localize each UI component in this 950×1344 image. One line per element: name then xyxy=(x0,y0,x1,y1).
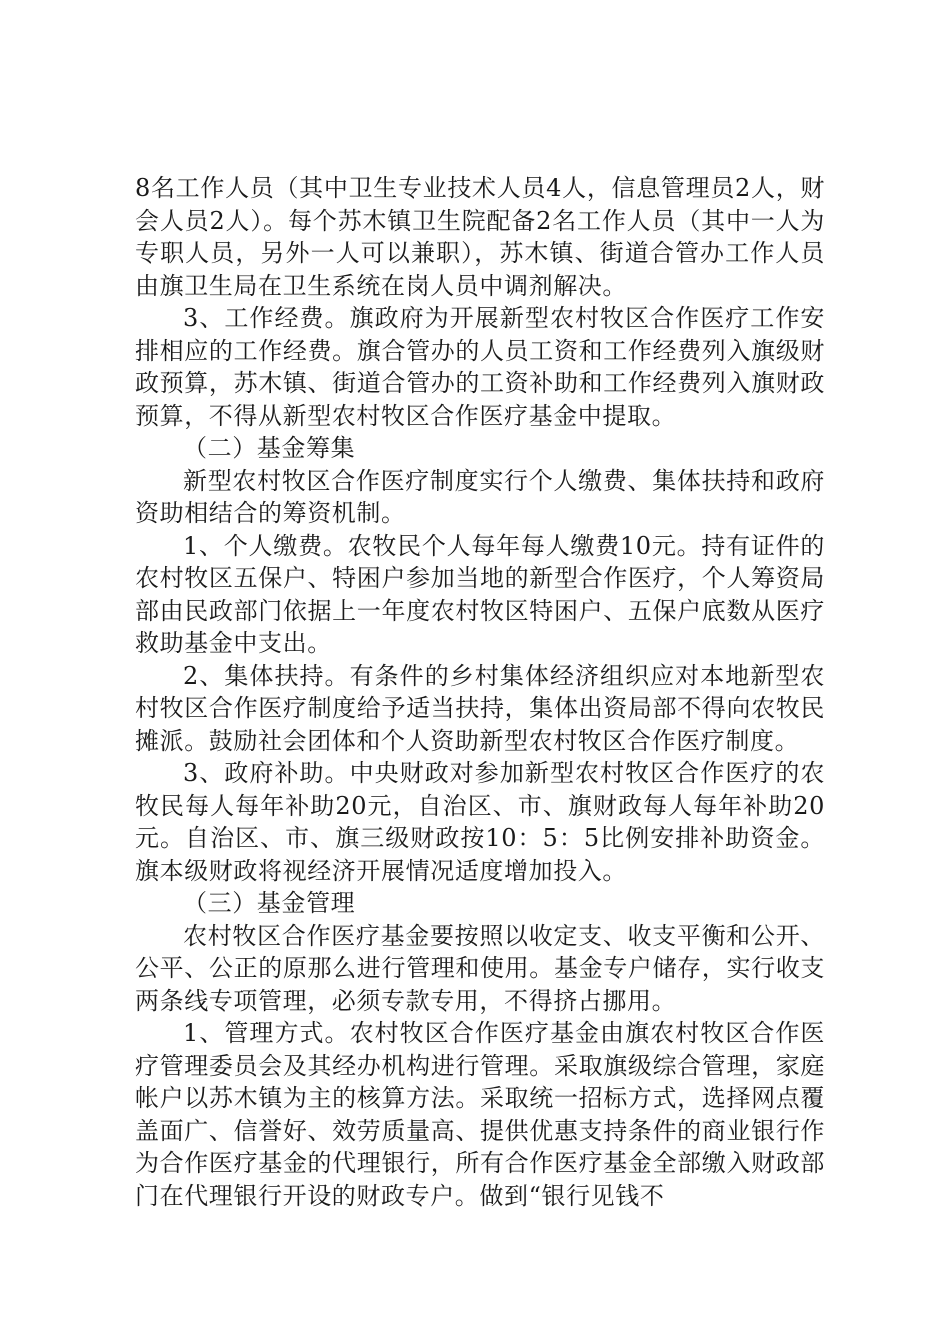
paragraph-collective-support: 2、集体扶持。有条件的乡村集体经济组织应对本地新型农村牧区合作医疗制度给予适当扶持，集体出资局部不得向农牧民摊派。鼓励社会团体和个人资助新型农村牧区合作医疗制度。 xyxy=(135,661,825,755)
paragraph-management-method: 1、管理方式。农村牧区合作医疗基金由旗农村牧区合作医疗管理委员会及其经办机构进行管理。采取旗级综合管理，家庭帐户以苏木镇为主的核算方法。采取统一招标方式，选择网点覆盖面广、信誉好、效劳质量高、提供优惠支持条件的商业银行作为合作医疗基金的代理银行，所有合作医疗基金全部缴入财政部门在代理银行开设的财政专户。做到“银行见钱不 xyxy=(135,1019,825,1210)
section-heading-fund-raising: （二）基金筹集 xyxy=(183,434,356,462)
paragraph-government-subsidy: 3、政府补助。中央财政对参加新型农村牧区合作医疗的农牧民每人每年补助20元，自治区、市、旗财政每人每年补助20元。自治区、市、旗三级财政按10：5：5比例安排补助资金。旗本级财政将视经济开展情况适度增加投入。 xyxy=(135,759,825,885)
paragraph-work-funding: 3、工作经费。旗政府为开展新型农村牧区合作医疗工作安排相应的工作经费。旗合管办的人员工资和工作经费列入旗级财政预算，苏木镇、街道合管办的工资补助和工作经费列入旗财政预算，不得从新型农村牧区合作医疗基金中提取。 xyxy=(135,304,825,430)
paragraph-fund-principles: 农村牧区合作医疗基金要按照以收定支、收支平衡和公开、公平、公正的原那么进行管理和使用。基金专户储存，实行收支两条线专项管理，必须专款专用，不得挤占挪用。 xyxy=(135,921,825,1015)
paragraph-staffing-continued: 8名工作人员（其中卫生专业技术人员4人，信息管理员2人，财会人员2人）。每个苏木镇卫生院配备2名工作人员（其中一人为专职人员，另外一人可以兼职），苏木镇、街道合管办工作人员由旗卫生局在卫生系统在岗人员中调剂解决。 xyxy=(135,174,825,300)
paragraph-individual-payment: 1、个人缴费。农牧民个人每年每人缴费10元。持有证件的农村牧区五保户、特困户参加当地的新型合作医疗，个人筹资局部由民政部门依据上一年度农村牧区特困户、五保户底数从医疗救助基金中支出。 xyxy=(135,531,825,657)
document-body xyxy=(135,172,825,1212)
paragraph-funding-mechanism: 新型农村牧区合作医疗制度实行个人缴费、集体扶持和政府资助相结合的筹资机制。 xyxy=(135,466,825,527)
section-heading-fund-management: （三）基金管理 xyxy=(183,889,356,917)
